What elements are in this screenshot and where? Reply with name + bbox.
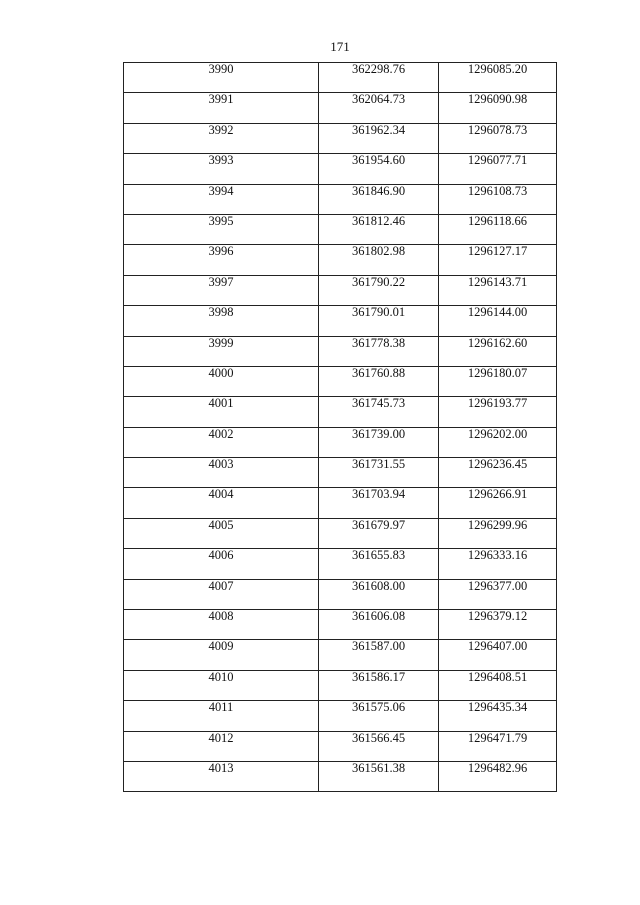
x-coordinate-cell: 361745.73	[319, 397, 439, 427]
coordinate-table	[123, 62, 557, 792]
point-number-cell: 4011	[124, 701, 319, 731]
table-row	[124, 610, 557, 640]
x-coordinate-cell: 361655.83	[319, 549, 439, 579]
point-number-cell: 3995	[124, 214, 319, 244]
y-coordinate-cell: 1296471.79	[439, 731, 557, 761]
point-number-cell: 4001	[124, 397, 319, 427]
point-number-cell: 4012	[124, 731, 319, 761]
table-row	[124, 458, 557, 488]
point-number-cell: 4005	[124, 518, 319, 548]
y-coordinate-cell: 1296118.66	[439, 214, 557, 244]
y-coordinate-cell: 1296090.98	[439, 93, 557, 123]
y-coordinate-cell: 1296085.20	[439, 63, 557, 93]
point-number-cell: 4010	[124, 670, 319, 700]
point-number-cell: 4009	[124, 640, 319, 670]
x-coordinate-cell: 361954.60	[319, 154, 439, 184]
table-row	[124, 701, 557, 731]
x-coordinate-cell: 361608.00	[319, 579, 439, 609]
table-row	[124, 275, 557, 305]
y-coordinate-cell: 1296162.60	[439, 336, 557, 366]
table-row	[124, 761, 557, 791]
table-row	[124, 245, 557, 275]
x-coordinate-cell: 361587.00	[319, 640, 439, 670]
x-coordinate-cell: 361561.38	[319, 761, 439, 791]
y-coordinate-cell: 1296180.07	[439, 366, 557, 396]
point-number-cell: 3999	[124, 336, 319, 366]
table-row	[124, 640, 557, 670]
y-coordinate-cell: 1296143.71	[439, 275, 557, 305]
x-coordinate-cell: 361606.08	[319, 610, 439, 640]
point-number-cell: 4000	[124, 366, 319, 396]
table-row	[124, 670, 557, 700]
point-number-cell: 3993	[124, 154, 319, 184]
x-coordinate-cell: 361739.00	[319, 427, 439, 457]
table-row	[124, 488, 557, 518]
y-coordinate-cell: 1296266.91	[439, 488, 557, 518]
x-coordinate-cell: 362298.76	[319, 63, 439, 93]
y-coordinate-cell: 1296379.12	[439, 610, 557, 640]
x-coordinate-cell: 362064.73	[319, 93, 439, 123]
table-row	[124, 579, 557, 609]
table-row	[124, 397, 557, 427]
table-body	[124, 63, 557, 792]
x-coordinate-cell: 361962.34	[319, 123, 439, 153]
x-coordinate-cell: 361586.17	[319, 670, 439, 700]
point-number-cell: 3996	[124, 245, 319, 275]
x-coordinate-cell: 361812.46	[319, 214, 439, 244]
y-coordinate-cell: 1296482.96	[439, 761, 557, 791]
point-number-cell: 4002	[124, 427, 319, 457]
point-number-cell: 3990	[124, 63, 319, 93]
x-coordinate-cell: 361802.98	[319, 245, 439, 275]
point-number-cell: 3997	[124, 275, 319, 305]
point-number-cell: 4007	[124, 579, 319, 609]
table-row	[124, 123, 557, 153]
point-number-cell: 3991	[124, 93, 319, 123]
x-coordinate-cell: 361790.22	[319, 275, 439, 305]
y-coordinate-cell: 1296333.16	[439, 549, 557, 579]
x-coordinate-cell: 361575.06	[319, 701, 439, 731]
table-row	[124, 214, 557, 244]
table-row	[124, 549, 557, 579]
y-coordinate-cell: 1296193.77	[439, 397, 557, 427]
y-coordinate-cell: 1296236.45	[439, 458, 557, 488]
table-row	[124, 518, 557, 548]
y-coordinate-cell: 1296078.73	[439, 123, 557, 153]
table-row	[124, 93, 557, 123]
y-coordinate-cell: 1296299.96	[439, 518, 557, 548]
table-row	[124, 336, 557, 366]
y-coordinate-cell: 1296408.51	[439, 670, 557, 700]
table-row	[124, 306, 557, 336]
x-coordinate-cell: 361846.90	[319, 184, 439, 214]
y-coordinate-cell: 1296377.00	[439, 579, 557, 609]
point-number-cell: 4004	[124, 488, 319, 518]
point-number-cell: 3994	[124, 184, 319, 214]
y-coordinate-cell: 1296127.17	[439, 245, 557, 275]
page-number: 171	[330, 39, 350, 54]
point-number-cell: 4013	[124, 761, 319, 791]
x-coordinate-cell: 361731.55	[319, 458, 439, 488]
x-coordinate-cell: 361566.45	[319, 731, 439, 761]
x-coordinate-cell: 361778.38	[319, 336, 439, 366]
x-coordinate-cell: 361703.94	[319, 488, 439, 518]
table-row	[124, 366, 557, 396]
point-number-cell: 4003	[124, 458, 319, 488]
y-coordinate-cell: 1296108.73	[439, 184, 557, 214]
y-coordinate-cell: 1296435.34	[439, 701, 557, 731]
table-row	[124, 154, 557, 184]
point-number-cell: 4008	[124, 610, 319, 640]
y-coordinate-cell: 1296407.00	[439, 640, 557, 670]
y-coordinate-cell: 1296144.00	[439, 306, 557, 336]
x-coordinate-cell: 361760.88	[319, 366, 439, 396]
table-row	[124, 427, 557, 457]
y-coordinate-cell: 1296077.71	[439, 154, 557, 184]
point-number-cell: 3998	[124, 306, 319, 336]
table-row	[124, 731, 557, 761]
y-coordinate-cell: 1296202.00	[439, 427, 557, 457]
table-row	[124, 184, 557, 214]
table-row	[124, 63, 557, 93]
x-coordinate-cell: 361790.01	[319, 306, 439, 336]
x-coordinate-cell: 361679.97	[319, 518, 439, 548]
point-number-cell: 4006	[124, 549, 319, 579]
point-number-cell: 3992	[124, 123, 319, 153]
